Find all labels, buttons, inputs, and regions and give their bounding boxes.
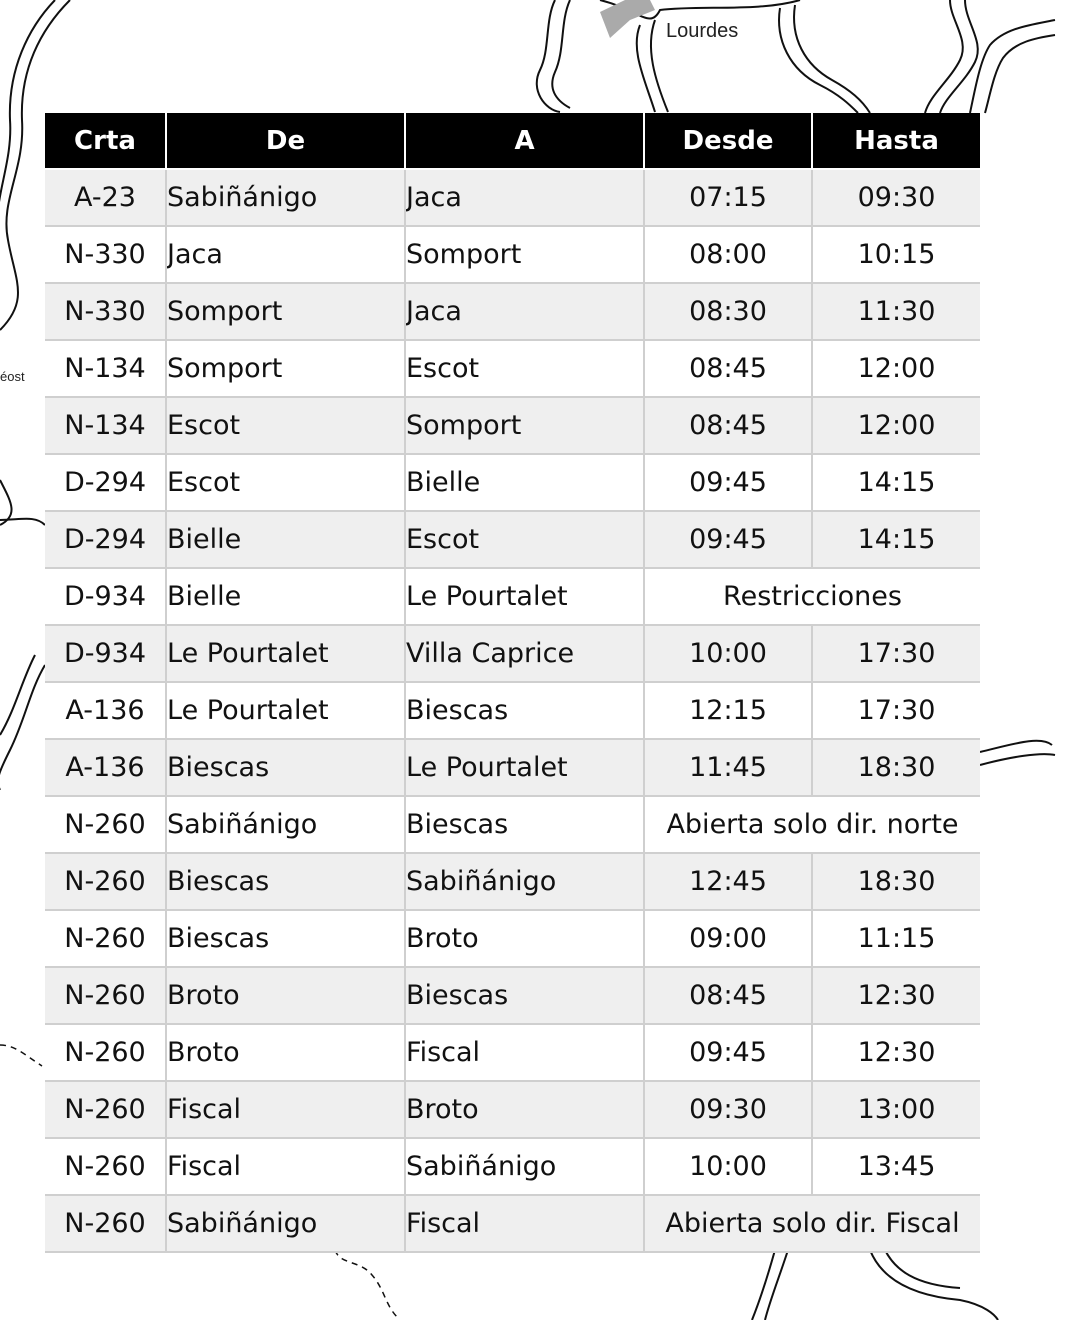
start-time-cell: 12:15 [644,682,812,739]
to-cell: Biescas [405,796,644,853]
to-cell: Le Pourtalet [405,568,644,625]
end-time-cell: 12:00 [812,397,980,454]
start-time-cell: 10:00 [644,625,812,682]
from-cell: Sabiñánigo [166,796,405,853]
map-road [637,25,655,112]
start-time-cell: 09:00 [644,910,812,967]
map-border [335,1250,398,1318]
end-time-cell: 12:00 [812,340,980,397]
note-cell: Abierta solo dir. Fiscal [644,1195,980,1252]
start-time-cell: 08:45 [644,397,812,454]
end-time-cell: 13:45 [812,1138,980,1195]
from-cell: Escot [166,397,405,454]
map-road [0,655,35,735]
start-time-cell: 11:45 [644,739,812,796]
start-time-cell: 08:45 [644,340,812,397]
map-road [765,1250,788,1320]
map-road [925,0,963,113]
from-cell: Bielle [166,511,405,568]
from-cell: Biescas [166,910,405,967]
map-road [980,754,1055,765]
road-cell: D-934 [45,568,166,625]
map-road [980,741,1052,752]
end-time-cell: 17:30 [812,682,980,739]
start-time-cell: 09:30 [644,1081,812,1138]
road-cell: A-136 [45,682,166,739]
start-time-cell: 09:45 [644,1024,812,1081]
road-cell: N-260 [45,853,166,910]
end-time-cell: 10:15 [812,226,980,283]
table-row [45,397,980,454]
map-border [0,1045,42,1066]
from-cell: Jaca [166,226,405,283]
to-cell: Biescas [405,682,644,739]
from-cell: Le Pourtalet [166,625,405,682]
table-row [45,853,980,910]
map-road [752,1250,775,1320]
table-row [45,226,980,283]
table-row [45,1024,980,1081]
road-schedule-table [45,113,980,1253]
road-cell: N-260 [45,1024,166,1081]
road-cell: A-136 [45,739,166,796]
table-row [45,910,980,967]
road-cell: D-934 [45,625,166,682]
from-cell: Biescas [166,739,405,796]
to-cell: Broto [405,910,644,967]
road-cell: N-134 [45,397,166,454]
header-start: Desde [644,113,812,169]
table-row [45,568,980,625]
table-row [45,967,980,1024]
end-time-cell: 17:30 [812,625,980,682]
from-cell: Le Pourtalet [166,682,405,739]
header-from: De [166,113,405,169]
start-time-cell: 09:45 [644,454,812,511]
to-cell: Broto [405,1081,644,1138]
from-cell: Somport [166,283,405,340]
from-cell: Broto [166,967,405,1024]
to-cell: Sabiñánigo [405,1138,644,1195]
end-time-cell: 18:30 [812,739,980,796]
road-cell: N-330 [45,226,166,283]
start-time-cell: 12:45 [644,853,812,910]
end-time-cell: 14:15 [812,511,980,568]
table-row [45,682,980,739]
header-road: Crta [45,113,166,169]
from-cell: Escot [166,454,405,511]
map-label-eost: éost [0,369,25,384]
end-time-cell: 11:30 [812,283,980,340]
start-time-cell: 10:00 [644,1138,812,1195]
from-cell: Somport [166,340,405,397]
map-label-lourdes: Lourdes [666,20,739,42]
to-cell: Jaca [405,169,644,226]
road-cell: N-260 [45,1081,166,1138]
table-header-row [45,113,980,169]
start-time-cell: 08:00 [644,226,812,283]
end-time-cell: 11:15 [812,910,980,967]
to-cell: Fiscal [405,1195,644,1252]
end-time-cell: 13:00 [812,1081,980,1138]
map-road [985,35,1055,113]
from-cell: Fiscal [166,1081,405,1138]
end-time-cell: 14:15 [812,454,980,511]
table-row [45,1195,980,1252]
road-cell: N-330 [45,283,166,340]
road-cell: D-294 [45,511,166,568]
from-cell: Sabiñánigo [166,1195,405,1252]
end-time-cell: 12:30 [812,967,980,1024]
to-cell: Fiscal [405,1024,644,1081]
map-road [0,519,45,525]
table-row [45,1138,980,1195]
from-cell: Bielle [166,568,405,625]
road-cell: N-260 [45,1138,166,1195]
from-cell: Sabiñánigo [166,169,405,226]
to-cell: Biescas [405,967,644,1024]
header-to: A [405,113,644,169]
end-time-cell: 18:30 [812,853,980,910]
map-road [552,0,570,108]
to-cell: Sabiñánigo [405,853,644,910]
table-row [45,340,980,397]
table-row [45,454,980,511]
from-cell: Fiscal [166,1138,405,1195]
road-cell: N-260 [45,967,166,1024]
note-cell: Abierta solo dir. norte [644,796,980,853]
note-cell: Restricciones [644,568,980,625]
table-row [45,796,980,853]
road-cell: N-260 [45,1195,166,1252]
road-cell: N-260 [45,910,166,967]
road-cell: N-260 [45,796,166,853]
table-row [45,283,980,340]
end-time-cell: 09:30 [812,169,980,226]
map-road [940,0,978,113]
start-time-cell: 07:15 [644,169,812,226]
start-time-cell: 08:30 [644,283,812,340]
start-time-cell: 08:45 [644,967,812,1024]
to-cell: Escot [405,511,644,568]
from-cell: Biescas [166,853,405,910]
road-cell: N-134 [45,340,166,397]
start-time-cell: 09:45 [644,511,812,568]
map-road [794,5,870,113]
to-cell: Escot [405,340,644,397]
to-cell: Bielle [405,454,644,511]
to-cell: Villa Caprice [405,625,644,682]
table-row [45,1081,980,1138]
to-cell: Le Pourtalet [405,739,644,796]
table-row [45,625,980,682]
to-cell: Somport [405,226,644,283]
from-cell: Broto [166,1024,405,1081]
end-time-cell: 12:30 [812,1024,980,1081]
table-row [45,169,980,226]
map-road [970,20,1055,113]
map-road [779,8,858,113]
table-row [45,511,980,568]
header-end: Hasta [812,113,980,169]
road-cell: A-23 [45,169,166,226]
road-cell: D-294 [45,454,166,511]
table-row [45,739,980,796]
to-cell: Jaca [405,283,644,340]
map-road [0,480,12,525]
map-road [537,0,560,112]
to-cell: Somport [405,397,644,454]
